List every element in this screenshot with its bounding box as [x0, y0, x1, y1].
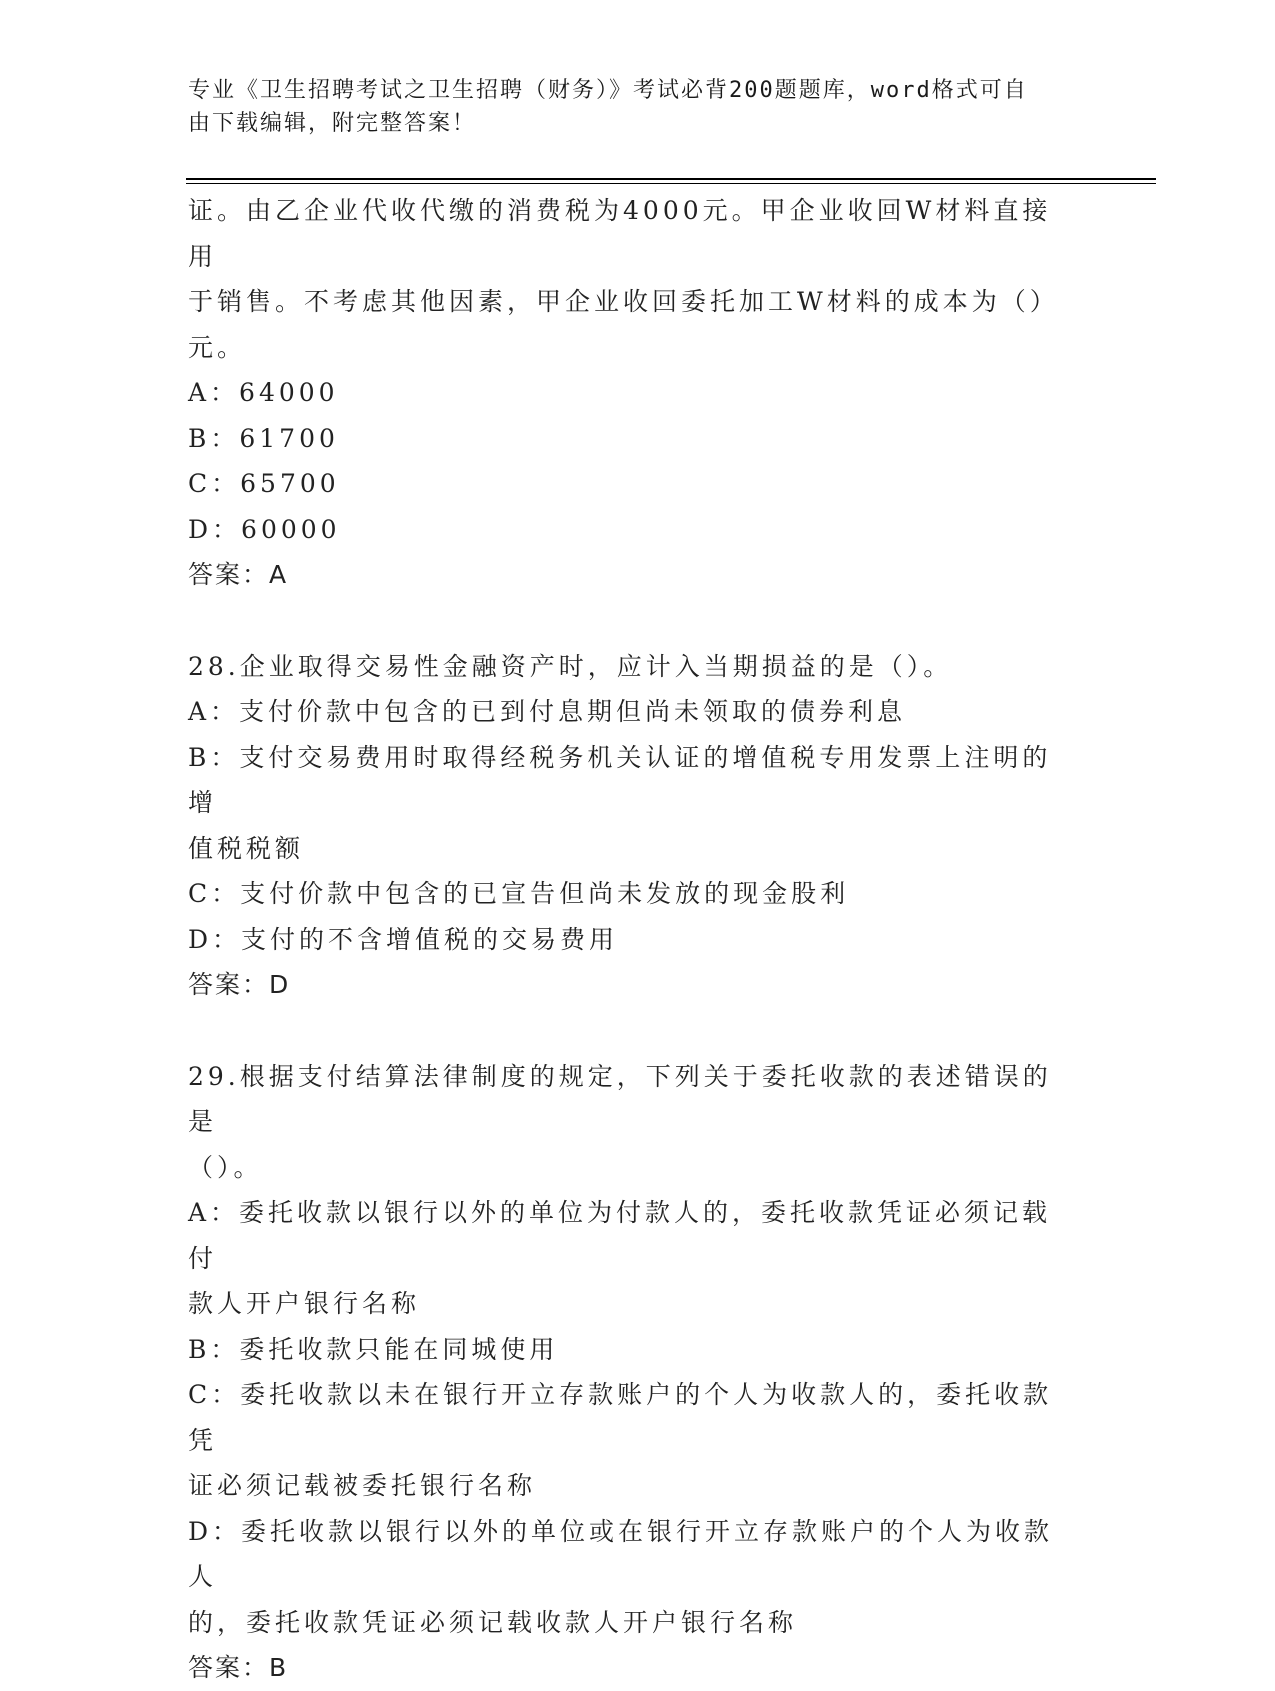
header-line-2: 由下载编辑，附完整答案！: [188, 111, 477, 136]
header-divider-thick: [186, 178, 1156, 180]
question-28: [188, 644, 1078, 1008]
answer-label: 答案：A: [188, 560, 289, 589]
question-stem-line: （）。: [188, 1152, 263, 1182]
option-line: A：委托收款以银行以外的单位为付款人的，委托收款凭证必须记载付: [188, 1198, 1052, 1273]
option-a: A：64000: [188, 378, 339, 407]
document-header: [188, 74, 1068, 140]
question-spacer: [188, 1008, 1078, 1054]
answer-label: 答案：D: [188, 970, 291, 999]
option-line: C：支付价款中包含的已宣告但尚未发放的现金股利: [188, 879, 850, 908]
option-line: 值税税额: [188, 833, 305, 863]
header-divider-thin: [186, 183, 1156, 184]
header-line-1: 专业《卫生招聘考试之卫生招聘（财务）》考试必背200题题库，word格式可自: [188, 78, 1028, 103]
option-line: A：支付价款中包含的已到付息期但尚未领取的债券利息: [188, 697, 907, 726]
option-line: D：委托收款以银行以外的单位或在银行开立存款账户的个人为收款人: [188, 1516, 1054, 1591]
option-line: B：支付交易费用时取得经税务机关认证的增值税专用发票上注明的增: [188, 742, 1052, 817]
option-line: 的，委托收款凭证必须记载收款人开户银行名称: [188, 1607, 798, 1637]
question-spacer: [188, 598, 1078, 644]
option-c: C：65700: [188, 469, 340, 498]
option-line: D：支付的不含增值税的交易费用: [188, 924, 619, 954]
question-content: [188, 188, 1078, 1691]
option-d: D：60000: [188, 514, 341, 544]
question-stem-line: 元。: [188, 332, 247, 362]
question-stem-line: 29.根据支付结算法律制度的规定，下列关于委托收款的表述错误的是: [188, 1061, 1052, 1136]
option-b: B：61700: [188, 423, 339, 453]
question-27: [188, 188, 1078, 598]
option-line: C：委托收款以未在银行开立存款账户的个人为收款人的，委托收款凭: [188, 1380, 1053, 1455]
option-line: 证必须记载被委托银行名称: [188, 1471, 537, 1500]
question-stem-line: 于销售。不考虑其他因素，甲企业收回委托加工W材料的成本为（）: [188, 287, 1059, 316]
option-line: B：委托收款只能在同城使用: [188, 1334, 559, 1364]
answer-label: 答案：B: [188, 1653, 289, 1682]
option-line: 款人开户银行名称: [188, 1289, 421, 1318]
question-stem-line: 证。由乙企业代收代缴的消费税为4000元。甲企业收回W材料直接用: [188, 196, 1052, 271]
question-29: [188, 1054, 1078, 1691]
question-stem-line: 28.企业取得交易性金融资产时，应计入当期损益的是（）。: [188, 651, 953, 681]
